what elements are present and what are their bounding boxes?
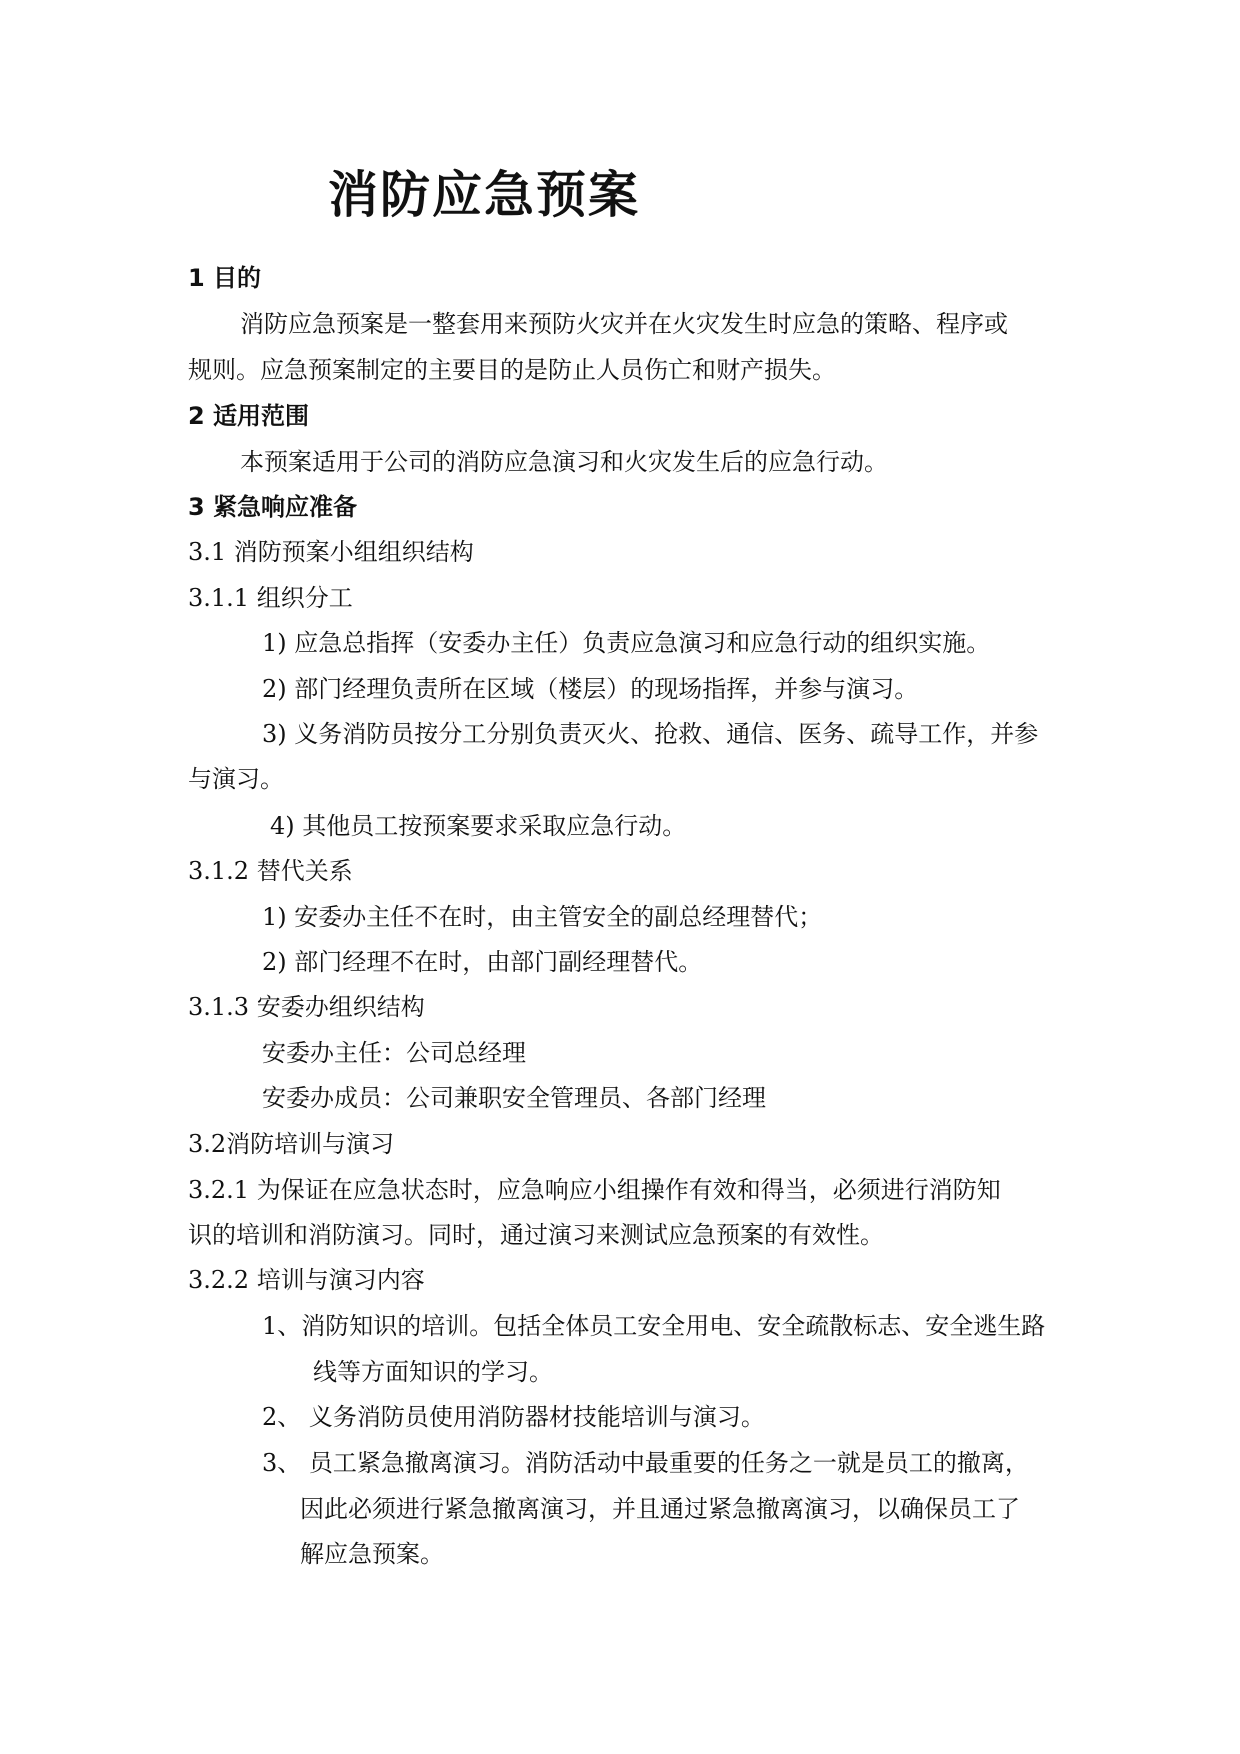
list-item: 3) 义务消防员按分工分别负责灭火、抢救、通信、医务、疏导工作，并参 (262, 720, 1039, 748)
list-item-continuation: 与演习。 (188, 765, 284, 793)
subsection-heading: 3.2消防培训与演习 (188, 1130, 395, 1158)
list-item: 2) 部门经理负责所在区域（楼层）的现场指挥，并参与演习。 (262, 675, 919, 703)
section-heading-scope: 2 适用范围 (188, 402, 310, 430)
list-item: 4) 其他员工按预案要求采取应急行动。 (270, 812, 687, 840)
paragraph-line: 消防应急预案是一整套用来预防火灾并在火灾发生时应急的策略、程序或 (240, 310, 1008, 338)
subsection-heading: 3.1.1 组织分工 (188, 584, 353, 612)
paragraph-line: 本预案适用于公司的消防应急演习和火灾发生后的应急行动。 (240, 448, 888, 476)
list-item: 2、 义务消防员使用消防器材技能培训与演习。 (262, 1403, 765, 1431)
subsection-heading: 3.1.2 替代关系 (188, 857, 353, 885)
list-item: 3、 员工紧急撤离演习。消防活动中最重要的任务之一就是员工的撤离， (262, 1449, 1029, 1477)
list-item: 1) 应急总指挥（安委办主任）负责应急演习和应急行动的组织实施。 (262, 629, 991, 657)
paragraph-line: 规则。应急预案制定的主要目的是防止人员伤亡和财产损失。 (188, 356, 836, 384)
list-item: 2) 部门经理不在时，由部门副经理替代。 (262, 948, 703, 976)
list-item: 1、消防知识的培训。包括全体员工安全用电、安全疏散标志、安全逃生路 (262, 1312, 1046, 1340)
list-item-continuation: 解应急预案。 (300, 1540, 444, 1568)
subsection-heading: 3.1 消防预案小组组织结构 (188, 538, 474, 566)
subsection-heading: 3.2.2 培训与演习内容 (188, 1266, 425, 1294)
list-item: 1) 安委办主任不在时，由主管安全的副总经理替代； (262, 903, 823, 931)
paragraph-line: 3.2.1 为保证在应急状态时，应急响应小组操作有效和得当，必须进行消防知 (188, 1176, 1001, 1204)
section-heading-purpose: 1 目的 (188, 264, 262, 292)
section-heading-emergency-preparation: 3 紧急响应准备 (188, 493, 358, 521)
document-title: 消防应急预案 (328, 166, 640, 224)
paragraph-line: 安委办主任：公司总经理 (262, 1039, 526, 1067)
subsection-heading: 3.1.3 安委办组织结构 (188, 993, 425, 1021)
list-item-continuation: 因此必须进行紧急撤离演习，并且通过紧急撤离演习，以确保员工了 (300, 1495, 1020, 1523)
paragraph-line: 安委办成员：公司兼职安全管理员、各部门经理 (262, 1084, 766, 1112)
list-item-continuation: 线等方面知识的学习。 (313, 1358, 553, 1386)
paragraph-line: 识的培训和消防演习。同时，通过演习来测试应急预案的有效性。 (188, 1221, 884, 1249)
